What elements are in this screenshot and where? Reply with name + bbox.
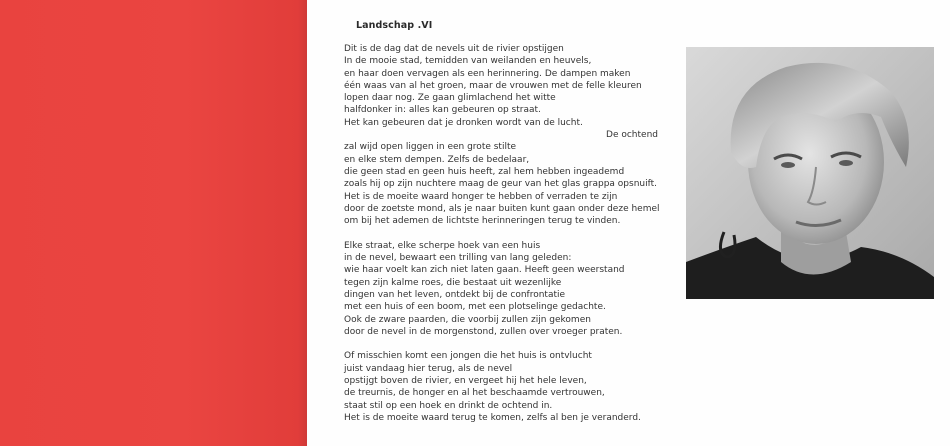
poem-line: wie haar voelt kan zich niet laten gaan. Heeft geen weerstand <box>344 265 625 276</box>
poem-line: De ochtend <box>606 130 658 141</box>
poem-line: zoals hij op zijn nuchtere maag de geur van het glas grappa opsnuift. <box>344 179 658 190</box>
poem-line: de treurnis, de honger en al het beschaamde vertrouwen, <box>344 388 605 399</box>
poem-line: die geen stad en geen huis heeft, zal hem hebben ingeademd <box>344 166 625 177</box>
poem-line: door de zoetste mond, als je naar buiten kunt gaan onder deze hemel <box>344 203 660 214</box>
poem-line: opstijgt boven de rivier, en vergeet hij het hele leven, <box>344 376 587 387</box>
poem-line: door de nevel in de morgenstond, zullen over vroeger praten. <box>344 326 623 337</box>
poem-line: om bij het ademen de lichtste herinneringen terug te vinden. <box>344 216 621 227</box>
poem-body <box>344 43 660 424</box>
poem-line: in de nevel, bewaart een trilling van lang geleden: <box>344 253 572 264</box>
author-portrait-photo <box>686 47 934 299</box>
poem-line: Dit is de dag dat de nevels uit de rivier opstijgen <box>344 44 564 54</box>
poem-line: Of misschien komt een jongen die het huis is ontvlucht <box>344 351 592 362</box>
poem-line: lopen daar nog. Ze gaan glimlachend het witte <box>344 93 556 104</box>
poem-line: juist vandaag hier terug, als de nevel <box>344 363 513 374</box>
poem-line: en haar doen vervagen als een herinnering. De dampen maken <box>344 68 631 79</box>
poem-line: zal wijd open liggen in een grote stilte <box>344 142 517 153</box>
poem-line: Elke straat, elke scherpe hoek van een huis <box>344 240 541 251</box>
poem-line: Het is de moeite waard terug te komen, zelfs al ben je veranderd. <box>344 412 641 423</box>
poem-line: halfdonker in: alles kan gebeuren op straat. <box>344 105 541 116</box>
portrait-icon <box>686 47 934 299</box>
poem-line: staat stil op een hoek en drinkt de ochtend in. <box>344 400 553 411</box>
poem-line: één waas van al het groen, maar de vrouwen met de felle kleuren <box>344 80 642 91</box>
red-cover-panel <box>0 0 307 446</box>
stanza-break <box>344 338 644 350</box>
poem-line: Het kan gebeuren dat je dronken wordt van de lucht. <box>344 117 583 128</box>
poem-line: Ook de zware paarden, die voorbij zullen zijn gekomen <box>344 314 591 325</box>
poem-line: dingen van het leven, ontdekt bij de confrontatie <box>344 289 566 300</box>
poem-title: Landschap .VI <box>356 20 433 31</box>
poem-line: In de mooie stad, temidden van weilanden en heuvels, <box>344 56 592 67</box>
poem-line: en elke stem dempen. Zelfs de bedelaar, <box>344 154 530 165</box>
stanza-break <box>344 227 644 239</box>
poem-line: Het is de moeite waard honger te hebben of verraden te zijn <box>344 191 618 202</box>
poem-line: tegen zijn kalme roes, die bestaat uit wezenlijke <box>344 277 562 288</box>
poem-line: met een huis of een boom, met een plotselinge gedachte. <box>344 302 606 313</box>
